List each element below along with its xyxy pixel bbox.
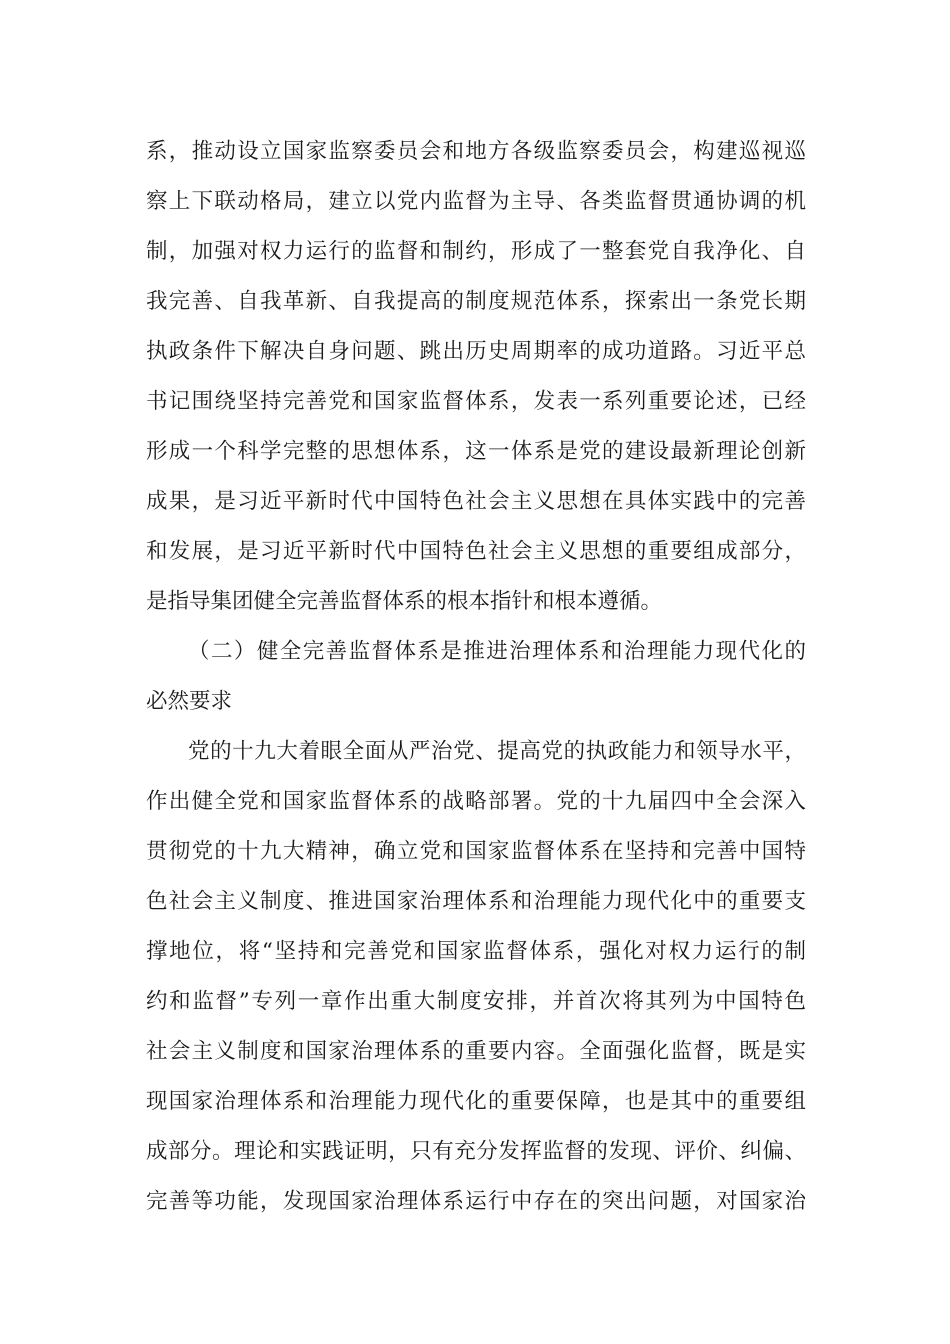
para2-line-2: 作出健全党和国家监督体系的战略部署。党的十九届四中全会深入	[146, 789, 806, 814]
para1-line-10: 是指导集团健全完善监督体系的根本指针和根本遵循。	[146, 589, 663, 614]
section-heading-line-1: （二）健全完善监督体系是推进治理体系和治理能力现代化的	[188, 639, 806, 664]
para2-line-6: 约和监督”专列一章作出重大制度安排，并首次将其列为中国特色	[146, 989, 806, 1014]
para1-line-8: 成果，是习近平新时代中国特色社会主义思想在具体实践中的完善	[146, 489, 806, 514]
para1-line-6: 书记围绕坚持完善党和国家监督体系，发表一系列重要论述，已经	[146, 389, 806, 414]
para2-line-10: 完善等功能，发现国家治理体系运行中存在的突出问题，对国家治	[146, 1189, 806, 1214]
para1-line-4: 我完善、自我革新、自我提高的制度规范体系，探索出一条党长期	[146, 289, 806, 314]
para2-line-4: 色社会主义制度、推进国家治理体系和治理能力现代化中的重要支	[146, 889, 806, 914]
para1-line-7: 形成一个科学完整的思想体系，这一体系是党的建设最新理论创新	[146, 439, 806, 464]
para2-line-5: 撑地位，将“坚持和完善党和国家监督体系，强化对权力运行的制	[146, 939, 806, 964]
para1-line-3: 制，加强对权力运行的监督和制约，形成了一整套党自我净化、自	[146, 239, 806, 264]
para2-line-7: 社会主义制度和国家治理体系的重要内容。全面强化监督，既是实	[146, 1039, 806, 1064]
para1-line-2: 察上下联动格局，建立以党内监督为主导、各类监督贯通协调的机	[146, 189, 806, 214]
section-heading-line-2: 必然要求	[146, 689, 233, 714]
para1-line-5: 执政条件下解决自身问题、跳出历史周期率的成功道路。习近平总	[146, 339, 806, 364]
para1-line-1: 系，推动设立国家监察委员会和地方各级监察委员会，构建巡视巡	[146, 139, 806, 164]
para2-line-9: 成部分。理论和实践证明，只有充分发挥监督的发现、评价、纠偏、	[146, 1139, 806, 1164]
para1-line-9: 和发展，是习近平新时代中国特色社会主义思想的重要组成部分，	[146, 539, 806, 564]
para2-line-3: 贯彻党的十九大精神，确立党和国家监督体系在坚持和完善中国特	[146, 839, 806, 864]
para2-line-1: 党的十九大着眼全面从严治党、提高党的执政能力和领导水平，	[188, 739, 806, 764]
para2-line-8: 现国家治理体系和治理能力现代化的重要保障，也是其中的重要组	[146, 1089, 806, 1114]
